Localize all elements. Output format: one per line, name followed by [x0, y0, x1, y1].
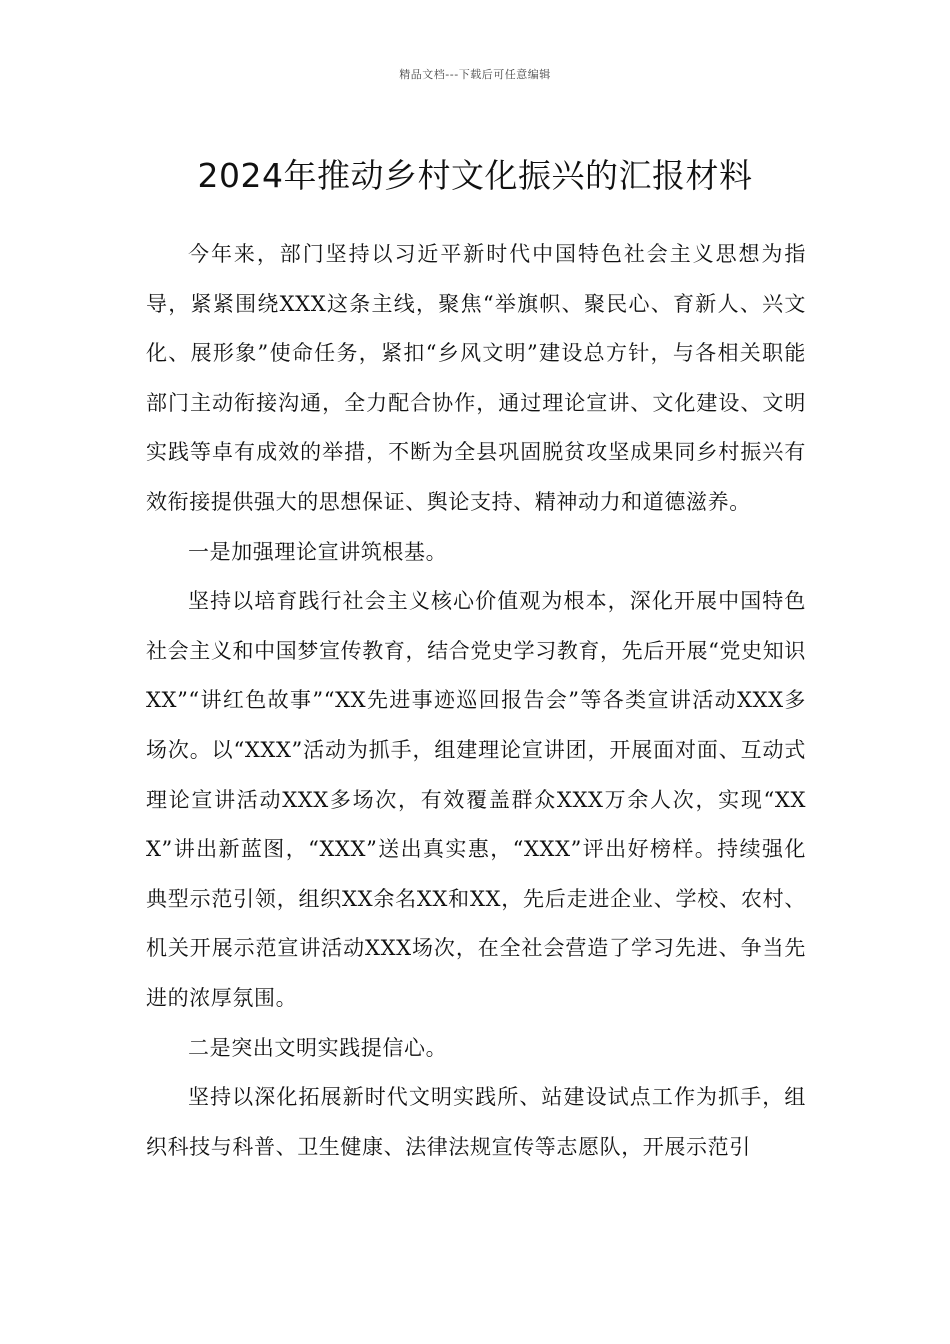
- document-body: [146, 230, 806, 1172]
- paragraph-section-2: 坚持以深化拓展新时代文明实践所、站建设试点工作为抓手，组织科技与科普、卫生健康、法律法规宣传等志愿队，开展示范引: [146, 1085, 806, 1159]
- paragraph-section-1: 坚持以培育践行社会主义核心价值观为根本，深化开展中国特色社会主义和中国梦宣传教育，结合党史学习教育，先后开展“党史知识XX”“讲红色故事”“XX先进事迹巡回报告会”等各类宣讲活动XXX多场次。以“XXX”活动为抓手，组建理论宣讲团，开展面对面、互动式理论宣讲活动XXX多场次，有效覆盖群众XXX万余人次，实现“XXX”讲出新蓝图，“XXX”送出真实惠，“XXX”评出好榜样。持续强化典型示范引领，组织XX余名XX和XX，先后走进企业、学校、农村、机关开展示范宣讲活动XXX场次，在全社会营造了学习先进、争当先进的浓厚氛围。: [146, 589, 806, 1010]
- header-note: 精品文档---下载后可任意编辑: [399, 68, 551, 81]
- section-heading-2: 二是突出文明实践提信心。: [188, 1035, 448, 1060]
- paragraph-intro: 今年来，部门坚持以习近平新时代中国特色社会主义思想为指导，紧紧围绕XXX这条主线，聚焦“举旗帜、聚民心、育新人、兴文化、展形象”使命任务，紧扣“乡风文明”建设总方针，与各相关职能部门主动衔接沟通，全力配合协作，通过理论宣讲、文化建设、文明实践等卓有成效的举措，不断为全县巩固脱贫攻坚成果同乡村振兴有效衔接提供强大的思想保证、舆论支持、精神动力和道德滋养。: [146, 242, 806, 514]
- document-title: 2024年推动乡村文化振兴的汇报材料: [197, 156, 753, 196]
- section-heading-1: 一是加强理论宣讲筑根基。: [188, 539, 448, 564]
